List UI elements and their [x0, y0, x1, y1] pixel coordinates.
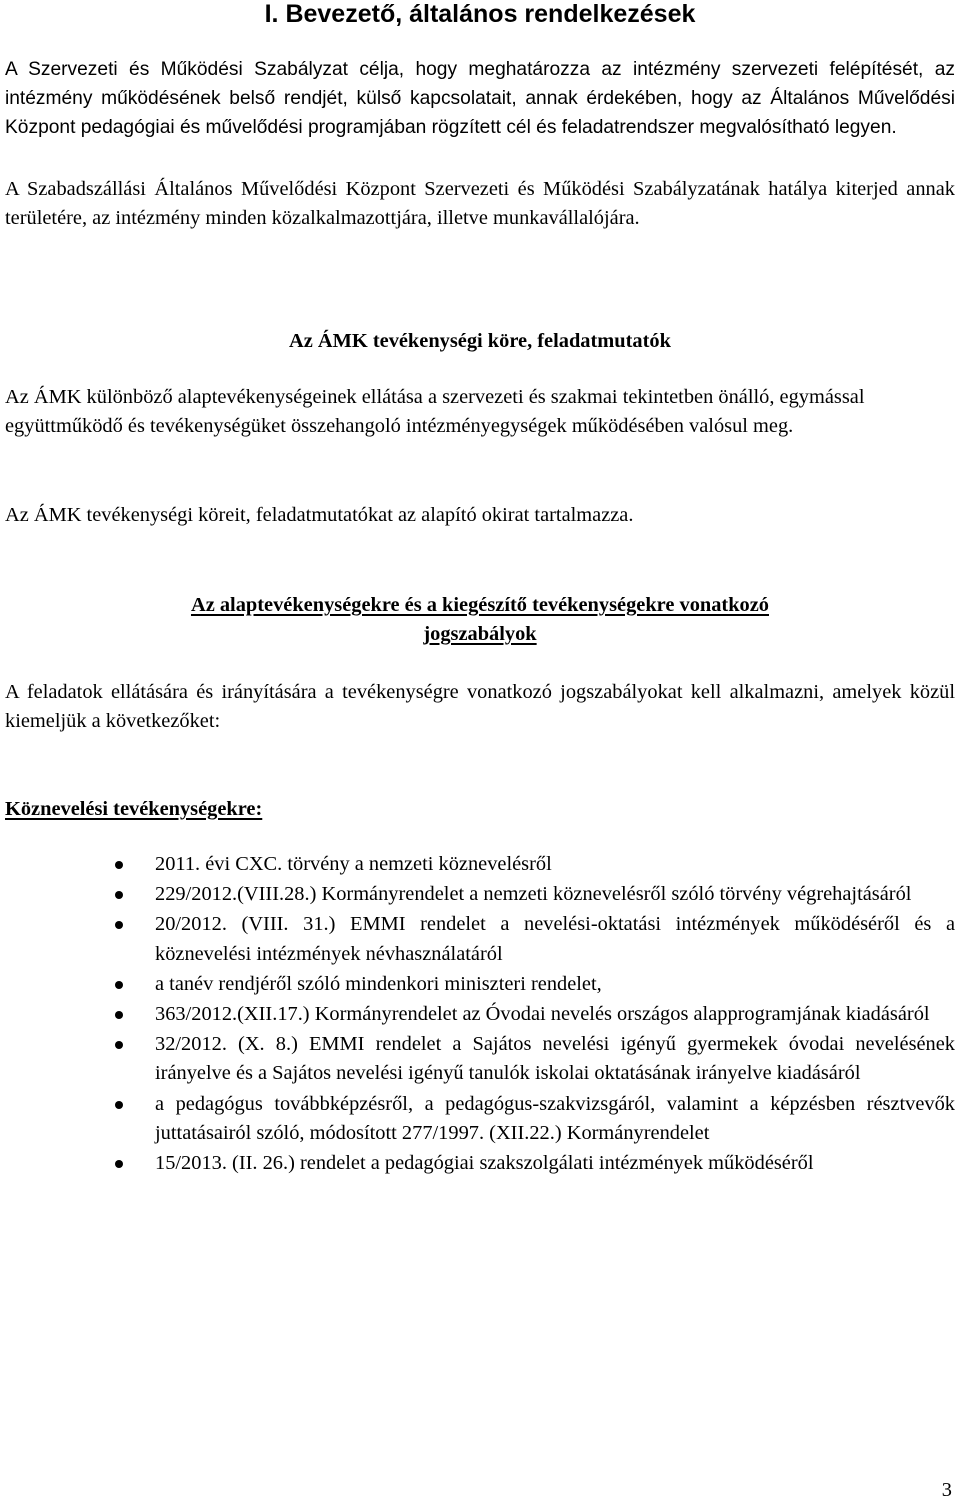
regulations-paragraph: A feladatok ellátására és irányítására a tevékenységre vonatkozó jogszabályokat kell alkalmazni, amelyek közül kiemeljük a következőket:: [5, 681, 955, 733]
activities-paragraph-1: Az ÁMK különböző alaptevékenységeinek ellátása a szervezeti és szakmai tekintetben önálló, egymással együttműködő és tevékenységüket összehangoló intézményegységek működésében valósul meg.: [5, 386, 865, 438]
page-number: 3: [941, 1479, 952, 1501]
regulations-heading-line-1: Az alaptevékenységekre és a kiegészítő tevékenységekre vonatkozó: [190, 594, 769, 616]
list-item: [155, 880, 955, 910]
scope-paragraph: A Szabadszállási Általános Művelődési Központ Szervezeti és Működési Szabályzatának hatálya kiterjed annak területére, az intézmény minden közalkalmazottjára, illetve munkavállalójára.: [5, 178, 955, 230]
activities-heading: Az ÁMK tevékenységi köre, feladatmutatók: [289, 330, 671, 352]
list-item-text: 32/2012. (X. 8.) EMMI rendelet a Sajátos nevelési igényű gyermekek óvodai nevelésének irányelve és a Sajátos nevelési igényű tanulók iskolai oktatásának irányelve kiadásáról: [155, 1033, 955, 1085]
bullet-icon: [115, 981, 123, 989]
intro-paragraph: A Szervezeti és Működési Szabályzat célja, hogy meghatározza az intézmény szervezeti felépítését, az intézmény működésének belső rendjét, külső kapcsolatait, annak érdekében, hogy az Általános Művelődési Központ pedagógiai és művelődési programjában rögzített cél és feladatrendszer megvalósítható legyen.: [5, 59, 955, 139]
list-item: [155, 1149, 955, 1179]
list-item: [155, 1030, 955, 1089]
education-heading: Köznevelési tevékenységekre:: [5, 798, 263, 820]
list-item-text: 15/2013. (II. 26.) rendelet a pedagógiai szakszolgálati intézmények működéséről: [155, 1152, 814, 1175]
bullet-icon: [115, 1160, 123, 1168]
list-item-text: 20/2012. (VIII. 31.) EMMI rendelet a nevelési-oktatási intézmények működéséről és a köznevelési intézmények névhasználatáról: [155, 913, 955, 965]
list-item-text: 229/2012.(VIII.28.) Kormányrendelet a nemzeti köznevelésről szóló törvény végrehajtásáról: [155, 883, 912, 906]
regulations-heading: [0, 591, 960, 649]
list-item-text: a tanév rendjéről szóló mindenkori miniszteri rendelet,: [155, 972, 602, 995]
list-item: [155, 910, 955, 969]
list-item: [155, 850, 955, 880]
bullet-icon: [115, 891, 123, 899]
list-item: [155, 1000, 955, 1030]
bullet-icon: [115, 1041, 123, 1049]
chapter-title: I. Bevezető, általános rendelkezések: [264, 0, 696, 28]
education-regulations-list: [0, 850, 960, 1179]
activities-paragraph-2: Az ÁMK tevékenységi köreit, feladatmutatókat az alapító okirat tartalmazza.: [5, 504, 634, 526]
bullet-icon: [115, 861, 123, 869]
list-item: [155, 1090, 955, 1149]
list-item-text: a pedagógus továbbképzésről, a pedagógus-szakvizsgáról, valamint a képzésben résztvevők juttatásairól szóló, módosított 277/1997. (XII.22.) Kormányrendelet: [155, 1092, 955, 1144]
regulations-heading-line-2: jogszabályok: [423, 623, 537, 645]
list-item-text: 363/2012.(XII.17.) Kormányrendelet az Óvodai nevelés országos alapprogramjának kiadásáról: [155, 1003, 930, 1026]
bullet-icon: [115, 1011, 123, 1019]
list-item: [155, 970, 955, 1000]
bullet-icon: [115, 1101, 123, 1109]
bullet-icon: [115, 921, 123, 929]
list-item-text: 2011. évi CXC. törvény a nemzeti köznevelésről: [155, 853, 552, 875]
